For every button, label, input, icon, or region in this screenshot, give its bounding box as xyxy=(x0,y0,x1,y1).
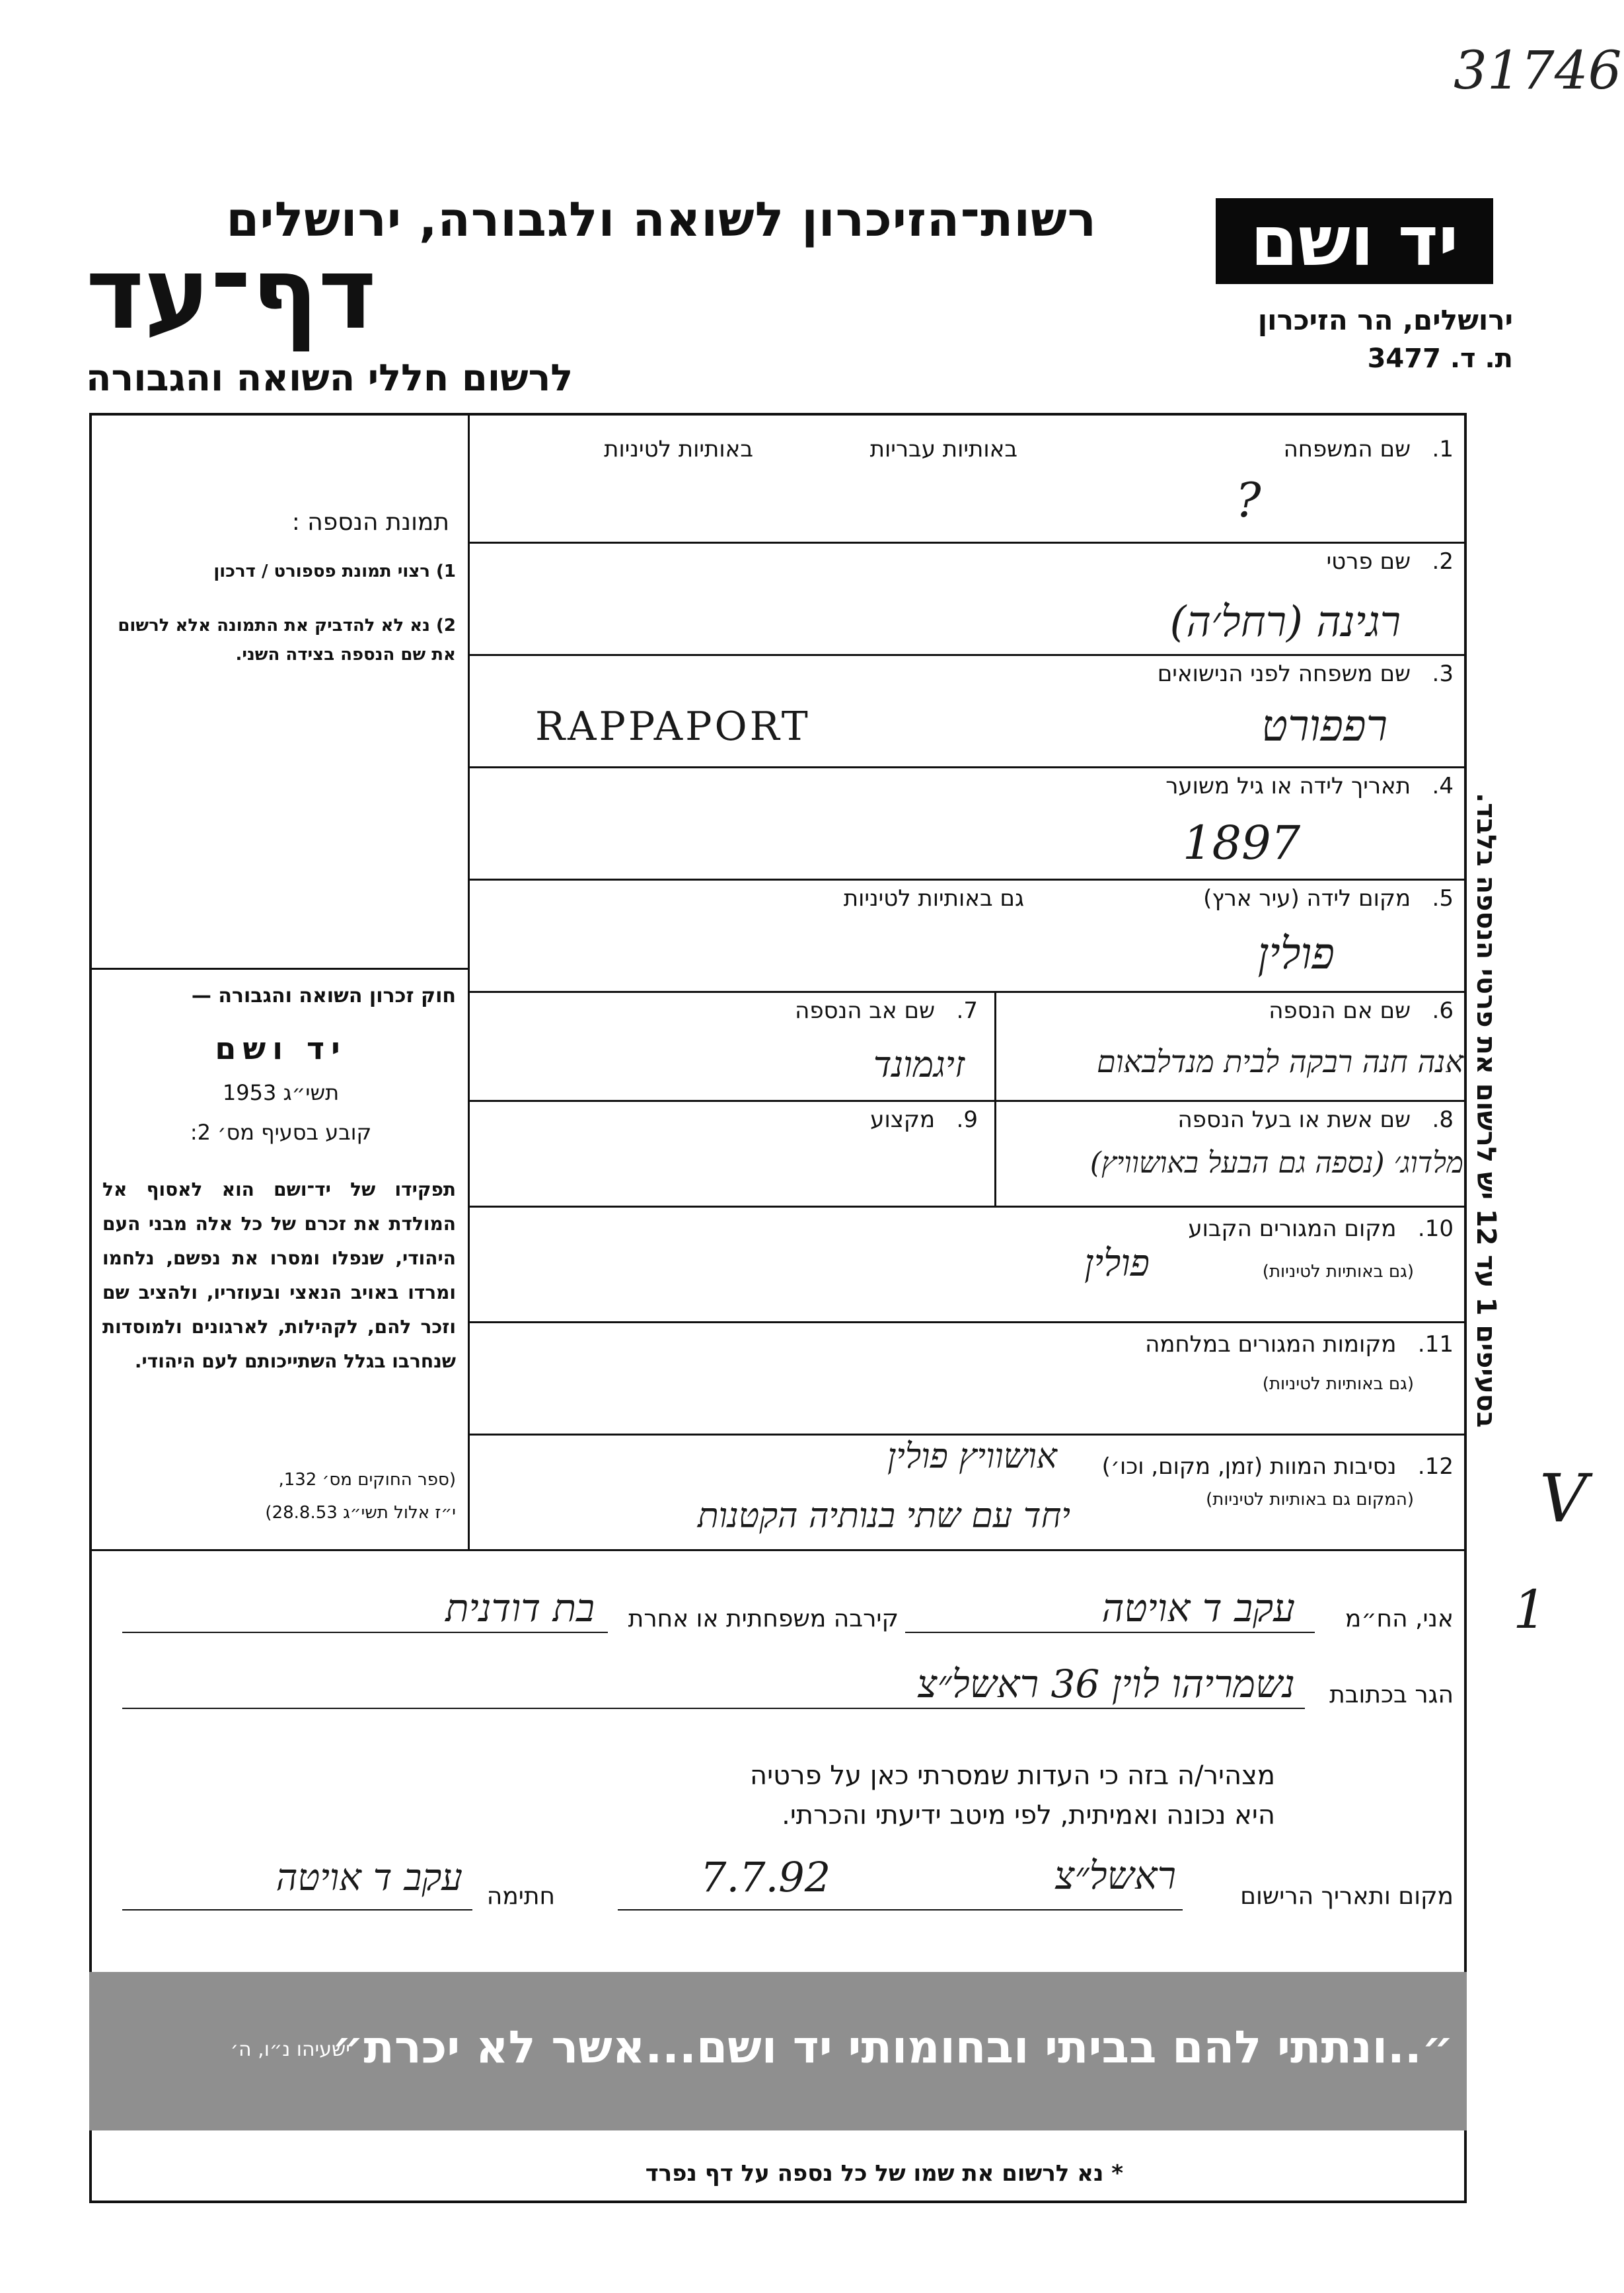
field-2-title: שם פרטי xyxy=(1326,548,1411,575)
field-4-num: 4. xyxy=(1432,773,1454,799)
margin-check-mark: V xyxy=(1539,1460,1588,1537)
footer-note-text: נא לרשום את שמו של כל נספה על דף נפרד xyxy=(645,2160,1104,2187)
field-3-label xyxy=(991,661,1454,687)
field-1-title: שם המשפחה xyxy=(1283,436,1411,462)
field-1-value[interactable]: ? xyxy=(1236,472,1261,528)
field-9-label xyxy=(760,1107,978,1133)
address-line xyxy=(122,1708,1305,1709)
photo-note-2-text: נא לא להדביק את התמונה אלא לרשום את שם הנספה בצידה השני. xyxy=(118,616,456,665)
field-1-hebrew-hint: באותיות עבריות xyxy=(869,436,1017,462)
relation-label: קירבה משפחתית או אחרת xyxy=(628,1605,899,1632)
photo-note-1 xyxy=(106,562,456,581)
signature-line xyxy=(122,1909,472,1911)
banner-quote: ״..ונתתי להם בביתי ובחומותי יד ושם...אשר לא יכרת״ xyxy=(332,2021,1454,2074)
field-11-title: מקומות המגורים במלחמה xyxy=(1145,1331,1397,1358)
form-title: דף־עד xyxy=(86,237,377,351)
field-2-label xyxy=(1123,548,1454,575)
declaration-i-label: אני, הח״מ xyxy=(1345,1605,1454,1632)
place-date-label: מקום ותאריך הרישום xyxy=(1240,1883,1454,1910)
row-separator xyxy=(469,1100,1465,1102)
institution-title: רשות־הזיכרון לשואה ולגבורה, ירושלים xyxy=(226,192,1097,247)
row-separator xyxy=(469,879,1465,881)
field-1-latin-hint: באותיות לטיניות xyxy=(604,436,753,462)
field-9-num: 9. xyxy=(956,1107,978,1133)
photo-box-title: תמונת הנספה : xyxy=(291,509,449,536)
margin-one-mark: 1 xyxy=(1513,1579,1547,1640)
field-5-label xyxy=(991,885,1454,912)
relation-line xyxy=(122,1632,608,1633)
law-text: תפקידו של יד־ושם הוא לאסוף אל המולדת את זכרם של כל אלה מבני העם היהודי, שנפלו ומסרו את נפשם, נלחמו ומרדו באויב הנאצי ובעוזריו, ולהציב שם וזכר להם, לקהילות, לארגונים ולמוסדות שנחרבו בגלל השתייכותם לעם היהודי. xyxy=(102,1179,456,1372)
field-7-num: 7. xyxy=(956,998,978,1024)
field-9-title: מקצוע xyxy=(870,1107,936,1133)
photo-note-1-num: 1) xyxy=(436,562,456,581)
field-8-num: 8. xyxy=(1432,1107,1454,1133)
field-8-value[interactable]: מלדוג׳ (נספה גם הבעל באושוויץ) xyxy=(1089,1146,1463,1180)
field-4-label xyxy=(991,773,1454,799)
field-1-num: 1. xyxy=(1432,436,1454,462)
field-10-sub: (גם באותיות לטיניות) xyxy=(1262,1262,1414,1282)
field-8-title: שם אשת או בעל הנספה xyxy=(1177,1107,1411,1133)
photo-law-divider xyxy=(91,968,469,970)
field-11-label xyxy=(991,1331,1454,1358)
law-year: תשי״ג 1953 xyxy=(222,1080,340,1105)
row-separator xyxy=(469,1206,1465,1208)
law-name: יד ושם xyxy=(215,1031,347,1066)
field-8-label xyxy=(1004,1107,1454,1133)
field-12-num: 12. xyxy=(1417,1453,1454,1480)
photo-note-2 xyxy=(106,611,456,669)
banner-source: ישעיהו נ״ו, ה׳ xyxy=(230,2038,350,2061)
address-value[interactable]: נשמריהו לוין 36 ראשל״צ xyxy=(917,1661,1295,1706)
field-6-num: 6. xyxy=(1432,998,1454,1024)
law-section: קובע בסעיף מס׳ 2: xyxy=(190,1120,372,1145)
law-ref-1: (ספר החוקים מס׳ 132, xyxy=(278,1470,456,1490)
row-separator xyxy=(469,1434,1465,1436)
row-separator xyxy=(469,991,1465,993)
law-title: חוק זכרון השואה והגבורה — xyxy=(191,984,456,1007)
place-date-line xyxy=(618,1909,1183,1911)
photo-note-1-text: רצוי תמונת פספורט / דרכון xyxy=(213,562,430,581)
archive-number: 31746 xyxy=(1454,40,1622,101)
field-4-value[interactable]: 1897 xyxy=(1183,816,1301,870)
logo-address: ירושלים, הר הזיכרון xyxy=(1257,304,1513,336)
field-12-value-2[interactable]: יחד עם שתי בנותיה הקטנות xyxy=(697,1496,1070,1536)
field-5-title: מקום לידה (עיר ארץ) xyxy=(1203,885,1411,912)
field-10-num: 10. xyxy=(1417,1216,1454,1242)
field-7-label xyxy=(700,998,978,1024)
field-2-num: 2. xyxy=(1432,548,1454,575)
name-line xyxy=(905,1632,1315,1633)
field-12-sub: (המקום גם באותיות לטיניות) xyxy=(1206,1490,1414,1510)
field-12-title: נסיבות המוות (זמן, מקום, וכו׳) xyxy=(1101,1453,1397,1480)
law-ref-2: י״ז אלול תשי״ג 28.8.53) xyxy=(265,1503,456,1523)
date-value[interactable]: 7.7.92 xyxy=(700,1853,831,1901)
row-separator xyxy=(469,654,1465,656)
yad-vashem-logo: יד ושם xyxy=(1216,198,1493,284)
field-3-value-latin[interactable]: RAPPAPORT xyxy=(535,704,811,750)
field-6-7-divider xyxy=(994,991,996,1206)
field-11-sub: (גם באותיות לטיניות) xyxy=(1262,1374,1414,1394)
field-10-label xyxy=(991,1216,1454,1242)
field-10-value[interactable]: פולין xyxy=(1084,1242,1150,1285)
field-10-title: מקום המגורים הקבוע xyxy=(1188,1216,1397,1242)
relation-value[interactable]: בת דודנית xyxy=(445,1585,595,1630)
field-1-label xyxy=(1123,436,1454,462)
row-separator xyxy=(91,1549,1465,1551)
address-label: הגר בכתובת xyxy=(1329,1681,1454,1708)
sidebar-divider xyxy=(468,415,470,1551)
signature-label: חתימה xyxy=(486,1883,555,1910)
row-separator xyxy=(469,542,1465,544)
place-value[interactable]: ראשל״צ xyxy=(1054,1853,1176,1898)
field-12-value-1[interactable]: אושוויץ פולין xyxy=(887,1437,1057,1476)
statement-line-2: היא נכונה ואמיתית, לפי מיטב ידיעתי והכרתי. xyxy=(782,1800,1275,1831)
declarant-name[interactable]: עקב ד אויטה xyxy=(1101,1585,1295,1630)
field-6-value[interactable]: אנה חנה רבקה לבית מנדלבאום xyxy=(1096,1044,1463,1079)
field-3-title: שם משפחה לפני הנישואים xyxy=(1157,661,1411,687)
field-2-value[interactable]: רגינה (רחל׳ה) xyxy=(1169,598,1401,647)
field-3-value-hebrew[interactable]: רפפורט xyxy=(1261,700,1387,751)
form-subtitle: לרשום חללי השואה והגבורה xyxy=(86,357,573,400)
signature-value[interactable]: עקב ד אויטה xyxy=(276,1856,462,1899)
row-separator xyxy=(469,766,1465,768)
row-separator xyxy=(469,1321,1465,1323)
logo-po-box: ת. ד. 3477 xyxy=(1367,344,1513,374)
field-7-title: שם אב הנספה xyxy=(795,998,936,1024)
field-5-num: 5. xyxy=(1432,885,1454,912)
field-6-title: שם אם הנספה xyxy=(1269,998,1411,1024)
field-7-value[interactable]: זיגמונד xyxy=(873,1044,965,1085)
footer-note xyxy=(462,2160,1123,2187)
statement-line-1: מצהיר/ה בזה כי העדות שמסרתי כאן על פרטיה xyxy=(750,1761,1275,1791)
field-5-value[interactable]: פולין xyxy=(1257,928,1335,979)
field-6-label xyxy=(1057,998,1454,1024)
field-5-latin-hint: גם באותיות לטיניות xyxy=(843,885,1024,912)
field-4-title: תאריך לידה או גיל משוער xyxy=(1165,773,1411,799)
footer-note-star: * xyxy=(1111,2160,1123,2187)
photo-note-2-num: 2) xyxy=(436,616,456,636)
field-11-num: 11. xyxy=(1417,1331,1454,1358)
side-note: בסעיפים 1 עד 12 יש לרשום את פרטי הנספה בלבד. xyxy=(1471,793,1501,1428)
field-3-num: 3. xyxy=(1432,661,1454,687)
